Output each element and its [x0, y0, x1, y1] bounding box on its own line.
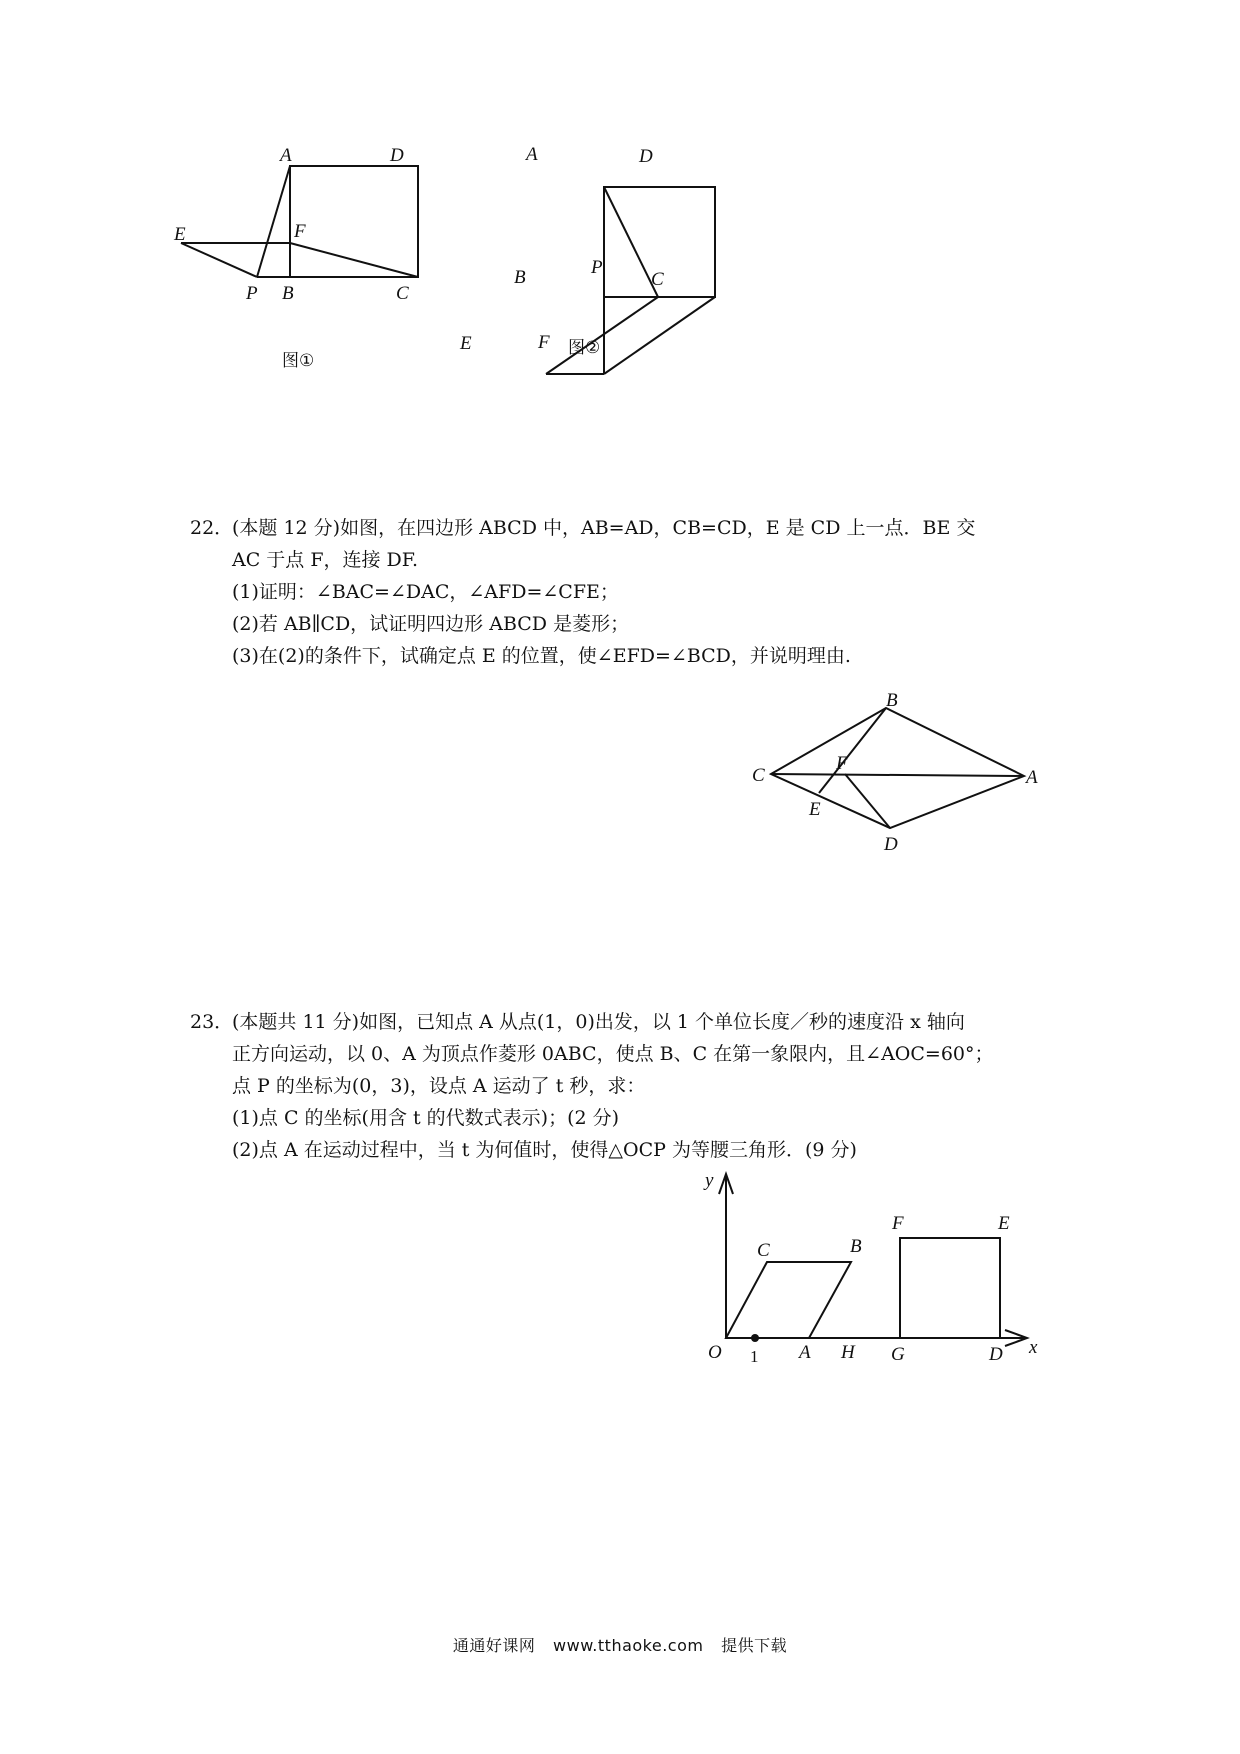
problem-23: [190, 1006, 1070, 1166]
point-label-a: A: [1026, 767, 1038, 788]
point-label-g: G: [891, 1344, 905, 1365]
point-label-c: C: [757, 1240, 770, 1261]
problem-23-line-2: 正方向运动，以 0、A 为顶点作菱形 0ABC，使点 B、C 在第一象限内，且∠AOC=60°；: [232, 1043, 994, 1065]
point-label-d: D: [390, 145, 404, 166]
point-label-b: B: [886, 690, 898, 711]
point-label-f: F: [538, 332, 550, 353]
figure-1-caption: 图①: [282, 351, 315, 371]
point-label-a: A: [799, 1342, 811, 1363]
problem-23-line-1: [190, 1006, 1070, 1038]
problem-22-part-1: (1)证明：∠BAC=∠DAC，∠AFD=∠CFE；: [232, 581, 619, 603]
problem-22-line-1: [190, 512, 1070, 544]
figure-22-rhombus: [745, 690, 1045, 860]
segment-fc: [604, 297, 715, 374]
point-label-e: E: [998, 1213, 1010, 1234]
point-label-e: E: [809, 799, 821, 820]
segment-ap: [604, 187, 658, 297]
point-label-o: O: [708, 1342, 722, 1363]
page-footer: [0, 1633, 1240, 1656]
point-label-e: E: [174, 224, 186, 245]
problem-22-number: 22．: [190, 517, 234, 539]
segment-be: [819, 708, 886, 793]
point-label-b: B: [514, 267, 526, 288]
problem-22: [190, 512, 1070, 672]
point-label-f: F: [836, 753, 848, 774]
segment-pa: [257, 166, 290, 277]
problem-22-part-2: (2)若 AB∥CD，试证明四边形 ABCD 是菱形；: [232, 613, 630, 635]
problem-23-part-2: (2)点 A 在运动过程中，当 t 为何值时，使得△OCP 为等腰三角形．(9 分): [232, 1139, 857, 1161]
segment-fc: [290, 243, 418, 277]
problem-23-number: 23．: [190, 1011, 234, 1033]
segment-fd: [845, 774, 890, 828]
figure-23-coordinate-plane: [695, 1168, 1055, 1373]
point-label-c: C: [396, 283, 409, 304]
square-gdef: [900, 1238, 1000, 1338]
problem-22-stem: (本题 12 分)如图，在四边形 ABCD 中，AB=AD，CB=CD，E 是 CD 上一点．BE 交: [232, 517, 976, 539]
figure-2-caption: 图②: [568, 338, 601, 358]
figure-1: [170, 140, 480, 380]
rhombus-oabc: [726, 1262, 851, 1338]
problem-22-line-2: AC 于点 F，连接 DF.: [232, 549, 419, 571]
point-label-e: E: [460, 333, 472, 354]
point-label-d: D: [989, 1344, 1003, 1365]
point-label-b: B: [850, 1236, 862, 1257]
footer-site-name: 通通好课网: [452, 1636, 536, 1655]
problem-23-part-1: (1)点 C 的坐标(用含 t 的代数式表示)；(2 分): [232, 1107, 620, 1129]
point-label-b: B: [282, 283, 294, 304]
problem-23-stem: (本题共 11 分)如图，已知点 A 从点(1，0)出发，以 1 个单位长度／秒的速度沿 x 轴向: [232, 1011, 965, 1033]
footer-url[interactable]: www.tthaoke.com: [553, 1636, 704, 1655]
tick-label-1: 1: [750, 1347, 759, 1366]
point-label-a: A: [526, 144, 538, 165]
footer-suffix: 提供下载: [721, 1636, 788, 1655]
point-label-d: D: [884, 834, 898, 855]
segment-ep: [181, 243, 257, 277]
point-label-h: H: [841, 1342, 855, 1363]
axis-label-y: y: [705, 1170, 714, 1191]
point-marker-1: [751, 1334, 759, 1342]
figure-2: [460, 140, 770, 410]
point-label-d: D: [639, 146, 653, 167]
problem-23-line-3: 点 P 的坐标为(0，3)，设点 A 运动了 t 秒，求：: [232, 1075, 646, 1097]
point-label-p: P: [591, 257, 603, 278]
point-label-p: P: [246, 283, 258, 304]
point-label-c: C: [651, 269, 664, 290]
point-label-a: A: [280, 145, 292, 166]
point-label-c: C: [752, 765, 765, 786]
segment-ca: [771, 774, 1024, 776]
segment-pe: [546, 297, 658, 374]
axis-label-x: x: [1029, 1337, 1038, 1358]
problem-22-part-3: (3)在(2)的条件下，试确定点 E 的位置，使∠EFD=∠BCD，并说明理由.: [232, 645, 851, 667]
point-label-f: F: [294, 221, 306, 242]
point-label-f: F: [892, 1213, 904, 1234]
